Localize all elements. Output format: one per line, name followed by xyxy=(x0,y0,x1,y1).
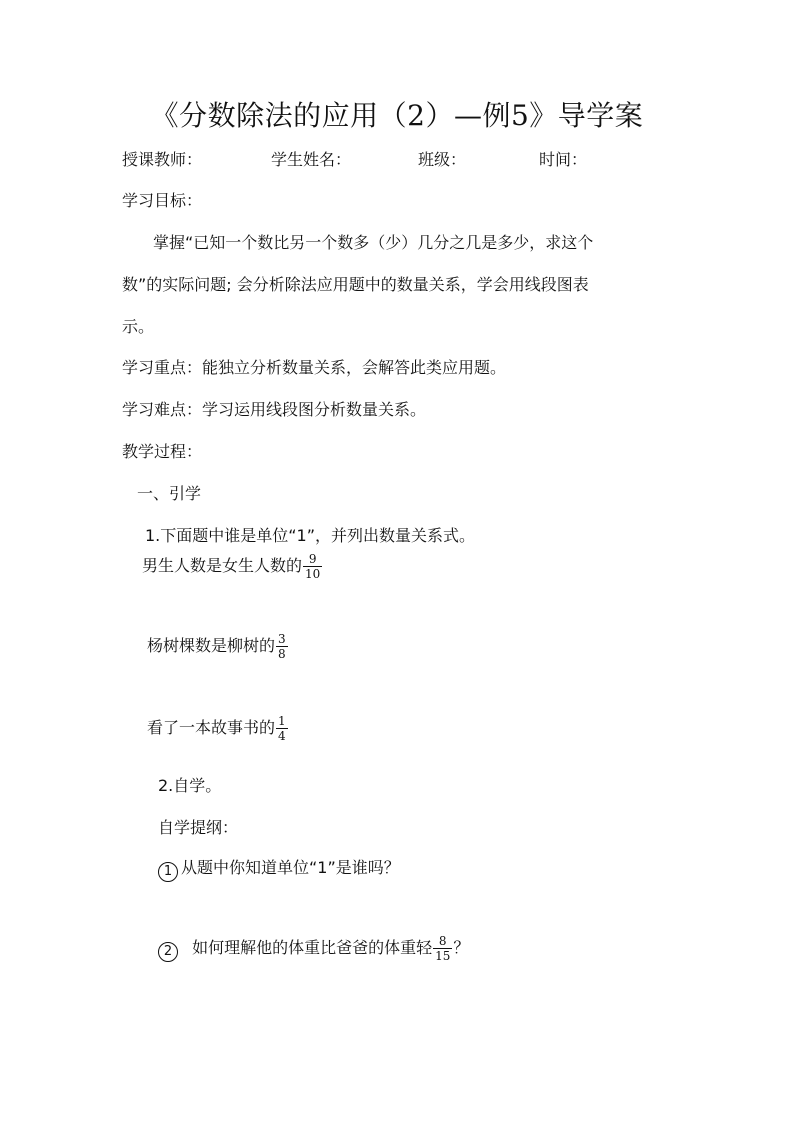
item-boys-girls xyxy=(142,552,323,581)
student-label: 学生姓名： xyxy=(271,150,352,169)
circled-number-marker: 2 xyxy=(158,942,178,962)
outline-item-text: 从题中你知道单位“1”是谁吗？ xyxy=(181,858,400,877)
objectives-text-line-1: 掌握“已知一个数比另一个数多（少）几分之几是多少，求这个 xyxy=(153,233,594,252)
fraction-denominator: 4 xyxy=(278,729,286,743)
process-label: 教学过程： xyxy=(122,442,203,461)
class-label: 班级： xyxy=(418,150,467,169)
time-label: 时间： xyxy=(539,150,588,169)
objectives-text-line-3: 示。 xyxy=(122,317,155,336)
item-text: 男生人数是女生人数的 xyxy=(142,556,303,575)
fraction xyxy=(433,934,452,963)
fraction-numerator: 3 xyxy=(278,632,286,646)
fraction-numerator: 1 xyxy=(278,714,286,728)
outline-label: 自学提纲： xyxy=(158,818,239,837)
header-info-row xyxy=(0,150,794,170)
fraction-numerator: 8 xyxy=(438,934,447,948)
outline-item-1 xyxy=(158,858,400,882)
fraction xyxy=(303,552,322,581)
outline-item-text: 如何理解他的体重比爸爸的体重轻 xyxy=(192,938,433,957)
item-text: 看了一本故事书的 xyxy=(147,718,276,737)
item-text: 杨树棵数是柳树的 xyxy=(147,636,276,655)
fraction-denominator: 10 xyxy=(305,567,321,581)
section-heading-intro: 一、引学 xyxy=(137,484,202,503)
question-1: 1.下面题中谁是单位“1”，并列出数量关系式。 xyxy=(145,526,476,545)
fraction xyxy=(276,632,288,661)
fraction-numerator: 9 xyxy=(308,552,317,566)
question-2: 2.自学。 xyxy=(158,776,222,795)
page-title: 《分数除法的应用（2）—例5》导学案 xyxy=(150,99,644,132)
objectives-label: 学习目标： xyxy=(122,191,203,210)
item-poplar-willow xyxy=(147,632,289,661)
teacher-label: 授课教师： xyxy=(122,150,203,169)
fraction xyxy=(276,714,288,743)
circled-number-marker: 1 xyxy=(158,862,178,882)
outline-item-suffix: ？ xyxy=(453,938,470,957)
outline-item-2 xyxy=(158,934,469,963)
difficulty-point: 学习难点：学习运用线段图分析数量关系。 xyxy=(122,400,427,419)
objectives-text-line-2: 数”的实际问题; 会分析除法应用题中的数量关系，学会用线段图表 xyxy=(122,275,589,294)
item-storybook xyxy=(147,714,289,743)
fraction-denominator: 8 xyxy=(278,647,286,661)
fraction-denominator: 15 xyxy=(435,949,451,963)
key-point: 学习重点：能独立分析数量关系，会解答此类应用题。 xyxy=(122,358,507,377)
